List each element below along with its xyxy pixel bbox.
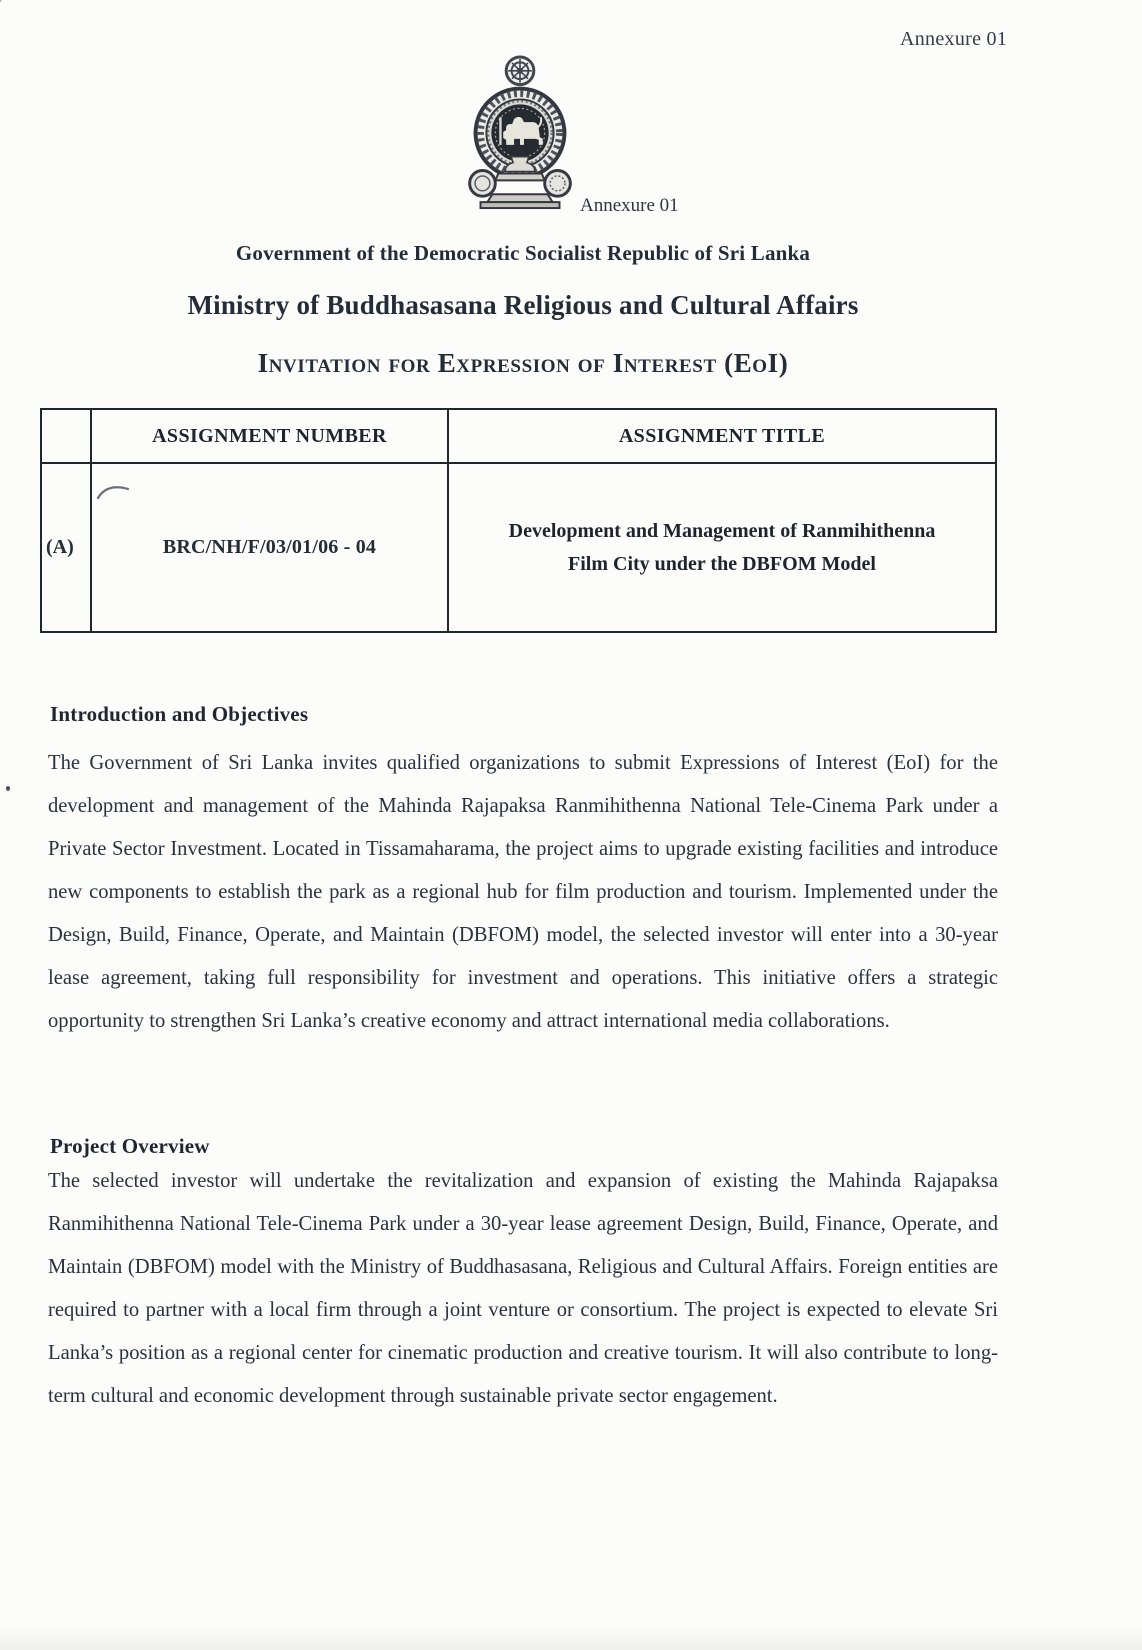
emblem-annexure-caption: Annexure 01 (580, 195, 679, 216)
government-line: Government of the Democratic Socialist Republic of Sri Lanka (235, 241, 811, 265)
assignment-table (40, 408, 997, 633)
header-assignment-title: ASSIGNMENT TITLE (448, 409, 996, 463)
assignment-number: BRC/NH/F/03/01/06 - 04 (91, 463, 448, 632)
annexure-corner-label: Annexure 01 (900, 28, 1008, 50)
project-overview-paragraph: The selected investor will undertake the revitalization and expansion of existing the Mahinda Rajapaksa Ranmihithenna National Tele-Cinema Park under a 30-year lease agreement Design, Build, Finance, Operate, and Maintain (DBFOM) model with the Ministry of Buddhasasana, Religious and Cultural Affairs. Foreign entities are required to partner with a local firm through a joint venture or consortium. The project is expected to elevate Sri Lanka’s position as a regional center for cinematic production and creative tourism. It will also contribute to long-term cultural and economic development through sustainable private sector engagement. (48, 1170, 998, 1407)
eoi-invitation-title: Invitation for Expression of Interest (EoI) (257, 348, 789, 378)
assignment-table-header-row (41, 409, 996, 463)
section-heading-project-overview: Project Overview (50, 1134, 210, 1158)
assignment-title-line1: Development and Management of Ranmihithenna (508, 519, 936, 542)
margin-dot-artifact (6, 786, 10, 791)
section-heading-introduction: Introduction and Objectives (50, 702, 309, 726)
assignment-table-row (41, 463, 996, 632)
page-curl-artifact (0, 0, 6, 66)
assignment-title-line2: Film City under the DBFOM Model (568, 552, 876, 575)
introduction-paragraph: The Government of Sri Lanka invites qualified organizations to submit Expressions of Interest (EoI) for the development and management of the Mahinda Rajapaksa Ranmihithenna National Tele-Cinema Park under a Private Sector Investment. Located in Tissamaharama, the project aims to upgrade existing facilities and introduce new components to establish the park as a regional hub for film production and tourism. Implemented under the Design, Build, Finance, Operate, and Maintain (DBFOM) model, the selected investor will enter into a 30-year lease agreement, taking full responsibility for investment and operations. This initiative offers a strategic opportunity to strengthen Sri Lanka’s creative economy and attract international media collaborations. (48, 752, 998, 1032)
ministry-line: Ministry of Buddhasasana Religious and Cultural Affairs (187, 290, 859, 320)
scan-bottom-shade (0, 1624, 1142, 1650)
header-index-cell (41, 409, 91, 463)
pen-tick-artifact (96, 481, 132, 503)
assignment-index: (A) (41, 463, 91, 632)
sri-lanka-emblem (462, 54, 578, 212)
assignment-title (448, 463, 996, 632)
header-assignment-number: ASSIGNMENT NUMBER (91, 409, 448, 463)
sri-lanka-emblem-icon (462, 54, 578, 212)
